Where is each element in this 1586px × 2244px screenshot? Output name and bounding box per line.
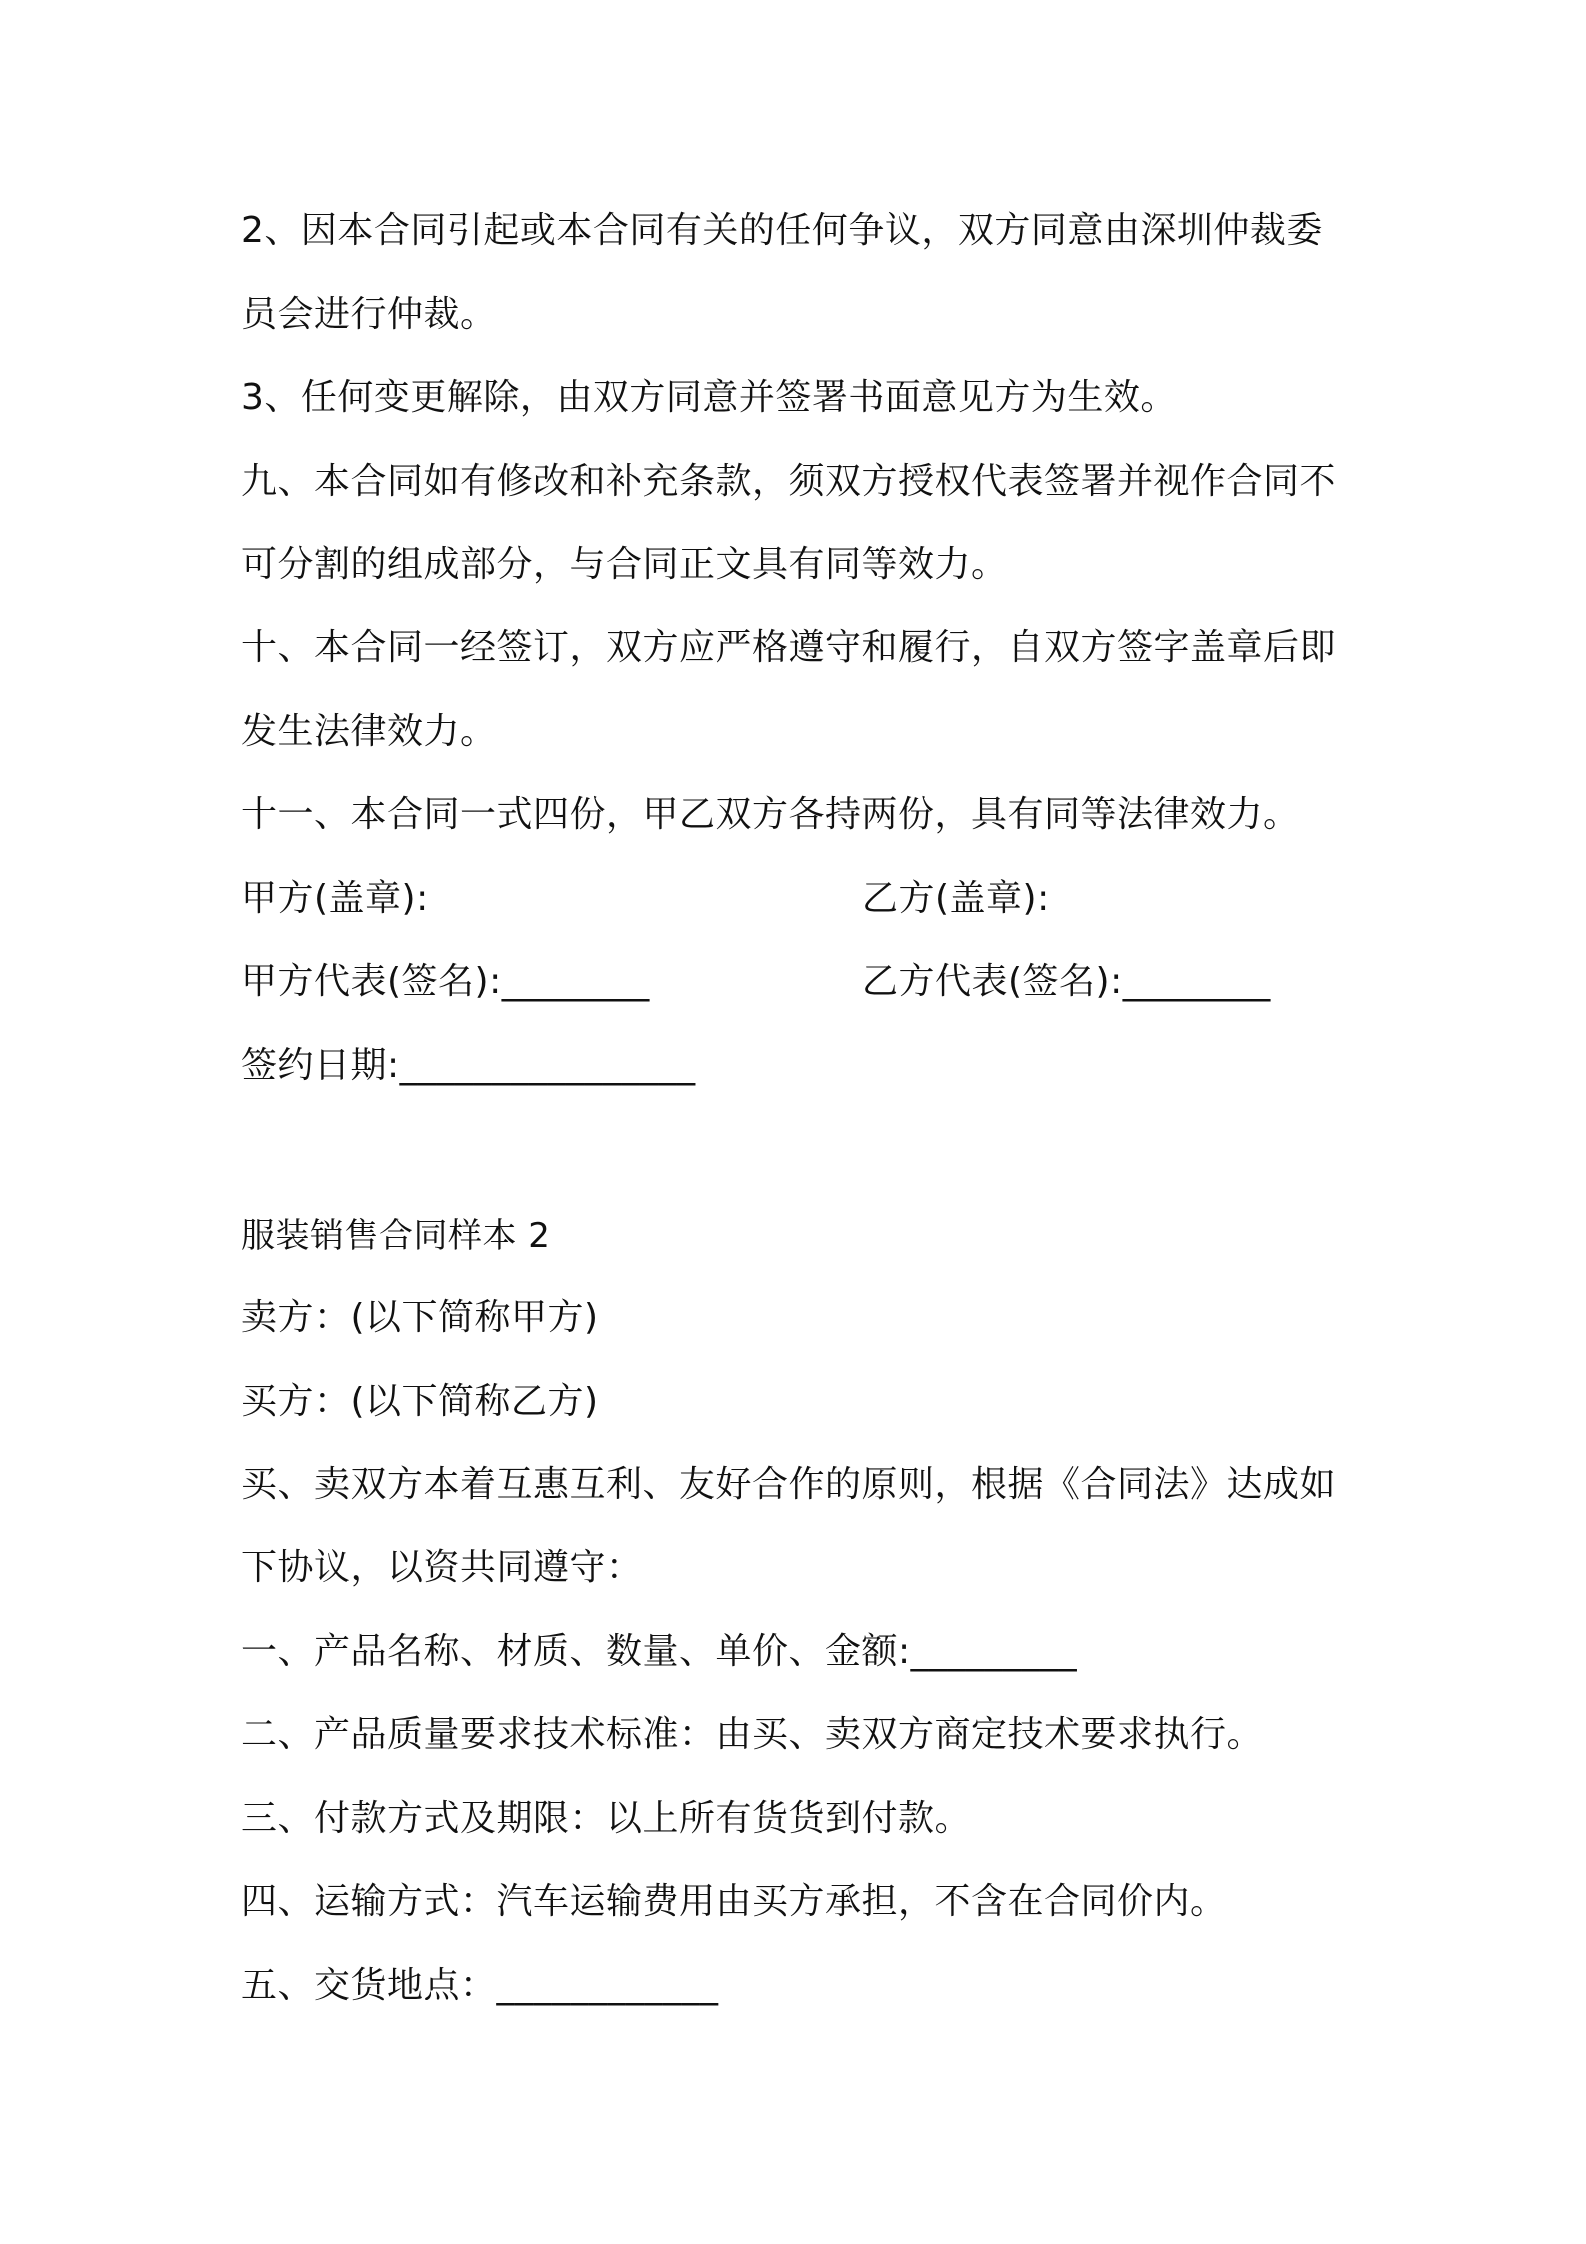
item-5: 五、交货地点：____________ xyxy=(241,1965,719,2006)
buyer-line: 买方：(以下简称乙方) xyxy=(241,1381,599,1422)
intro-line-continued: 下协议，以资共同遵守： xyxy=(241,1547,643,1588)
item-3: 三、付款方式及期限：以上所有货货到付款。 xyxy=(241,1798,972,1839)
intro-line: 买、卖双方本着互惠互利、友好合作的原则，根据《合同法》达成如 xyxy=(241,1464,1337,1505)
clause-10-continued: 发生法律效力。 xyxy=(241,711,497,752)
party-b-representative: 乙方代表(签名):________ xyxy=(862,961,1271,1002)
clause-9: 九、本合同如有修改和补充条款，须双方授权代表签署并视作合同不 xyxy=(241,461,1337,502)
clause-11: 十一、本合同一式四份，甲乙双方各持两份，具有同等法律效力。 xyxy=(241,794,1300,835)
item-4: 四、运输方式：汽车运输费用由买方承担，不含在合同价内。 xyxy=(241,1881,1227,1922)
clause-3: 3、任何变更解除，由双方同意并签署书面意见方为生效。 xyxy=(241,377,1177,418)
party-a-seal: 甲方(盖章): xyxy=(241,878,429,919)
party-b-seal: 乙方(盖章): xyxy=(862,878,1050,919)
clause-9-continued: 可分割的组成部分，与合同正文具有同等效力。 xyxy=(241,544,1008,585)
clause-2: 2、因本合同引起或本合同有关的任何争议，双方同意由深圳仲裁委 xyxy=(241,210,1323,251)
sign-date: 签约日期:________________ xyxy=(241,1045,696,1086)
party-a-representative: 甲方代表(签名):________ xyxy=(241,961,650,1002)
clause-2-continued: 员会进行仲裁。 xyxy=(241,294,497,335)
contract-2-title: 服装销售合同样本 2 xyxy=(241,1216,551,1256)
item-1: 一、产品名称、材质、数量、单价、金额:_________ xyxy=(241,1631,1078,1672)
clause-10: 十、本合同一经签订，双方应严格遵守和履行，自双方签字盖章后即 xyxy=(241,627,1337,668)
item-2: 二、产品质量要求技术标准：由买、卖双方商定技术要求执行。 xyxy=(241,1714,1264,1755)
seller-line: 卖方：(以下简称甲方) xyxy=(241,1297,599,1338)
